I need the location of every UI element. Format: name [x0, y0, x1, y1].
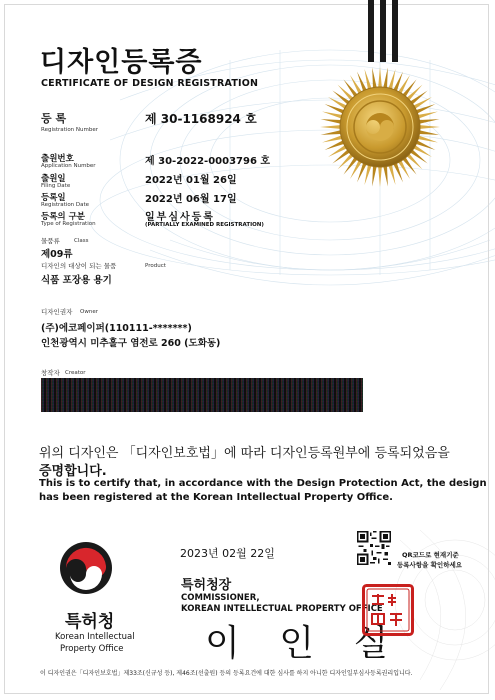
registration-date-label-en: Registration Date: [41, 202, 90, 208]
application-label: 출원번호: [41, 154, 74, 164]
owner-name: (주)에코페이퍼(110111-*******): [41, 323, 192, 334]
certification-ko-line2: 증명합니다.: [39, 464, 107, 479]
registration-date: 2022년 06월 17일: [145, 194, 237, 205]
kipo-logo-icon: [58, 540, 114, 596]
type-label-en: Type of Registration: [41, 221, 96, 227]
registration-label-en: Registration Number: [41, 127, 99, 133]
footer-note: 이 디자인권은「디자인보호법」제33조(신규성 등), 제46조(선출원) 등의 등록요건에 대한 심사를 하지 아니한 디자인일부심사등록권리입니다.: [40, 670, 413, 677]
creator-label: 창작자: [41, 369, 60, 377]
official-stamp-icon: [362, 584, 414, 636]
ribbon-stripe: [368, 0, 374, 62]
product-label-en: Product: [145, 263, 166, 269]
commissioner-signature: 이 인 실: [205, 623, 403, 664]
registration-number: 제 30-1168924 호: [145, 112, 257, 126]
ribbon-stripe: [380, 0, 386, 62]
class-label: 물품류: [41, 237, 60, 245]
class-label-en: Class: [74, 238, 89, 244]
document-title: 디자인등록증: [40, 47, 203, 78]
qr-note-line2: 등록사항을 확인하세요: [397, 561, 463, 569]
product-value: 식품 포장용 용기: [41, 275, 112, 286]
certification-en-line1: This is to certify that, in accordance with the Design Protection Act, the design: [39, 478, 487, 489]
certification-ko-line1: 위의 디자인은 「디자인보호법」에 따라 디자인등록원부에 등록되었음을: [39, 446, 450, 461]
filing-date: 2022년 01월 26일: [145, 175, 237, 186]
ribbon-stripe: [392, 0, 398, 62]
qr-note-line1: QR코드로 현재기준: [402, 551, 459, 559]
office-name-en-line2: Property Office: [60, 644, 124, 654]
owner-label-en: Owner: [80, 309, 98, 315]
filing-label-en: Filing Date: [41, 183, 71, 189]
class-value: 제09류: [41, 249, 73, 260]
type-label: 등록의 구분: [41, 212, 86, 222]
gold-seal-icon: [318, 65, 442, 189]
commissioner-title-ko: 특허청장: [181, 578, 232, 593]
registration-label: 등 록: [41, 112, 67, 125]
office-name-ko: 특허청: [65, 612, 115, 632]
owner-label: 디자인권자: [41, 308, 73, 316]
document-title-en: CERTIFICATE OF DESIGN REGISTRATION: [41, 78, 259, 89]
owner-address: 인천광역시 미추홀구 염전로 260 (도화동): [41, 338, 221, 349]
commissioner-title-en-line1: COMMISSIONER,: [181, 593, 260, 603]
filing-label: 출원일: [41, 174, 66, 184]
product-label: 디자인의 대상이 되는 물품: [41, 262, 117, 270]
type-value-en: (PARTIALLY EXAMINED REGISTRATION): [145, 222, 264, 228]
registration-date-label: 등록일: [41, 193, 66, 203]
application-number: 제 30-2022-0003796 호: [145, 156, 271, 167]
certification-en-line2: has been registered at the Korean Intellectual Property Office.: [39, 492, 393, 503]
application-label-en: Application Number: [41, 163, 96, 169]
creator-label-en: Creator: [65, 370, 86, 376]
issue-date: 2023년 02월 22일: [180, 547, 275, 560]
qr-code-icon[interactable]: [357, 531, 391, 565]
type-value: 일부심사등록: [145, 212, 215, 223]
creator-redacted-block: [41, 378, 363, 412]
commissioner-title-en-line2: KOREAN INTELLECTUAL PROPERTY OFFICE: [181, 604, 383, 614]
office-name-en-line1: Korean Intellectual: [55, 632, 135, 642]
